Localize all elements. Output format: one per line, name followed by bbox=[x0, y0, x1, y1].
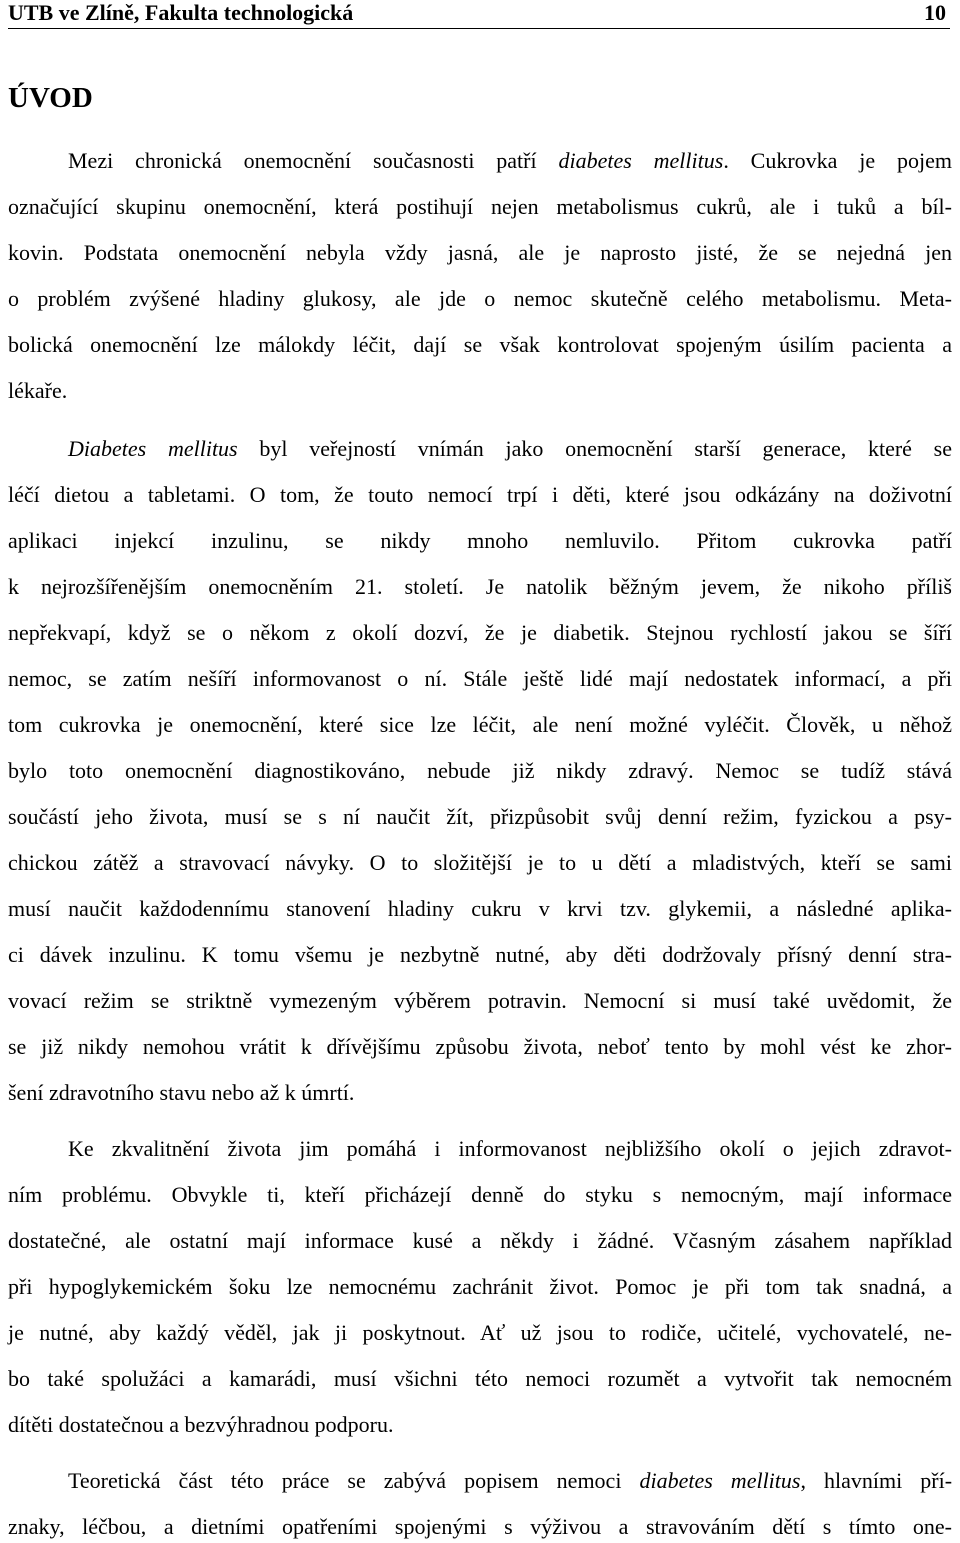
text-line bbox=[68, 436, 952, 462]
text-line bbox=[8, 1514, 952, 1540]
text-segment: znaky, léčbou, a dietními opatřeními spojenými s výživou a stravováním dětí s tímto one- bbox=[8, 1514, 952, 1539]
text-line bbox=[8, 1228, 952, 1254]
text-segment: . Cukrovka je pojem bbox=[723, 148, 952, 173]
text-line bbox=[8, 378, 952, 404]
text-segment: ci dávek inzulinu. K tomu všemu je nezbytně nutné, aby děti dodržovaly přísný denní stra- bbox=[8, 942, 952, 967]
text-segment: léčí dietou a tabletami. O tom, že touto nemocí trpí i děti, které jsou odkázány na doživotní bbox=[8, 482, 952, 507]
text-segment: k nejrozšířenějším onemocněním 21. století. Je natolik běžným jevem, že nikoho příliš bbox=[8, 574, 952, 599]
text-segment: dostatečné, ale ostatní mají informace kusé a někdy i žádné. Včasným zásahem například bbox=[8, 1228, 952, 1253]
text-line bbox=[8, 482, 952, 508]
text-line bbox=[8, 1366, 952, 1392]
text-segment: vovací režim se striktně vymezeným výběrem potravin. Nemocní si musí také uvědomit, že bbox=[8, 988, 952, 1013]
page-header bbox=[8, 0, 950, 29]
header-title: UTB ve Zlíně, Fakulta technologická bbox=[8, 0, 354, 25]
text-line bbox=[8, 620, 952, 646]
text-line bbox=[8, 1182, 952, 1208]
text-line bbox=[68, 148, 952, 174]
text-line bbox=[8, 286, 952, 312]
text-segment: nemoc, se zatím nešíří informovanost o ní. Stále ještě lidé mají nedostatek informací, a při bbox=[8, 666, 952, 691]
text-line bbox=[8, 850, 952, 876]
text-line bbox=[8, 194, 952, 220]
text-segment: chickou zátěž a stravovací návyky. O to složitější je to u dětí a mladistvých, kteří se sami bbox=[8, 850, 952, 875]
text-segment: při hypoglykemickém šoku lze nemocnému zachránit život. Pomoc je při tom tak snadná, a bbox=[8, 1274, 952, 1299]
text-segment: o problém zvýšené hladiny glukosy, ale jde o nemoc skutečně celého metabolismu. Meta- bbox=[8, 286, 952, 311]
text-segment: , hlavními pří- bbox=[800, 1468, 953, 1493]
text-segment: aplikaci injekcí inzulinu, se nikdy mnoho nemluvilo. Přitom cukrovka patří bbox=[8, 528, 952, 553]
text-line bbox=[8, 988, 952, 1014]
text-segment: Mezi chronická onemocnění současnosti patří bbox=[68, 148, 559, 173]
text-segment: musí naučit každodennímu stanovení hladiny cukru v krvi tzv. glykemii, a následné aplika- bbox=[8, 896, 952, 921]
text-line bbox=[68, 1468, 952, 1494]
text-segment: bo také spolužáci a kamarádi, musí všichni této nemoci rozumět a vytvořit tak nemocném bbox=[8, 1366, 952, 1391]
text-line bbox=[8, 1274, 952, 1300]
text-line bbox=[8, 332, 952, 358]
text-segment: je nutné, aby každý věděl, jak ji poskytnout. Ať už jsou to rodiče, učitelé, vychovatelé, ne- bbox=[8, 1320, 952, 1345]
text-segment: Ke zkvalitnění života jim pomáhá i informovanost nejbližšího okolí o jejich zdravot- bbox=[68, 1136, 952, 1161]
text-segment: označující skupinu onemocnění, která postihují nejen metabolismus cukrů, ale i tuků a bíl- bbox=[8, 194, 952, 219]
text-line bbox=[8, 528, 952, 554]
text-line bbox=[8, 240, 952, 266]
text-line bbox=[8, 1080, 952, 1106]
text-segment: tom cukrovka je onemocnění, které sice lze léčit, ale není možné vyléčit. Člověk, u něhož bbox=[8, 712, 952, 737]
text-line bbox=[8, 1320, 952, 1346]
text-segment: se již nikdy nemohou vrátit k dřívějšímu způsobu života, neboť tento by mohl vést ke zhor- bbox=[8, 1034, 952, 1059]
text-segment: Teoretická část této práce se zabývá popisem nemoci bbox=[68, 1468, 640, 1493]
text-segment: dítěti dostatečnou a bezvýhradnou podporu. bbox=[8, 1412, 394, 1437]
text-segment: byl veřejností vnímán jako onemocnění starší generace, které se bbox=[237, 436, 952, 461]
text-line bbox=[68, 1136, 952, 1162]
text-line bbox=[8, 804, 952, 830]
text-segment: ním problému. Obvykle ti, kteří přicházejí denně do styku s nemocným, mají informace bbox=[8, 1182, 952, 1207]
text-line bbox=[8, 574, 952, 600]
text-line bbox=[8, 666, 952, 692]
text-segment: součástí jeho života, musí se s ní naučit žít, přizpůsobit svůj denní režim, fyzickou a psy- bbox=[8, 804, 952, 829]
text-segment: kovin. Podstata onemocnění nebyla vždy jasná, ale je naprosto jisté, že se nejedná jen bbox=[8, 240, 952, 265]
italic-term: Diabetes mellitus bbox=[68, 436, 238, 461]
italic-term: diabetes mellitus bbox=[639, 1468, 801, 1493]
text-line bbox=[8, 1034, 952, 1060]
text-segment: lékaře. bbox=[8, 378, 68, 403]
text-line bbox=[8, 712, 952, 738]
section-heading: ÚVOD bbox=[8, 82, 93, 114]
text-segment: nepřekvapí, když se o někom z okolí dozví, že je diabetik. Stejnou rychlostí jakou se šíří bbox=[8, 620, 952, 645]
text-segment: bylo toto onemocnění diagnostikováno, nebude již nikdy zdravý. Nemoc se tudíž stává bbox=[8, 758, 952, 783]
text-line bbox=[8, 896, 952, 922]
text-line bbox=[8, 942, 952, 968]
text-line bbox=[8, 1412, 952, 1438]
text-segment: bolická onemocnění lze málokdy léčit, dají se však kontrolovat spojeným úsilím pacienta a bbox=[8, 332, 952, 357]
page-number: 10 bbox=[924, 0, 946, 25]
text-segment: šení zdravotního stavu nebo až k úmrtí. bbox=[8, 1080, 355, 1105]
text-line bbox=[8, 758, 952, 784]
italic-term: diabetes mellitus bbox=[558, 148, 724, 173]
